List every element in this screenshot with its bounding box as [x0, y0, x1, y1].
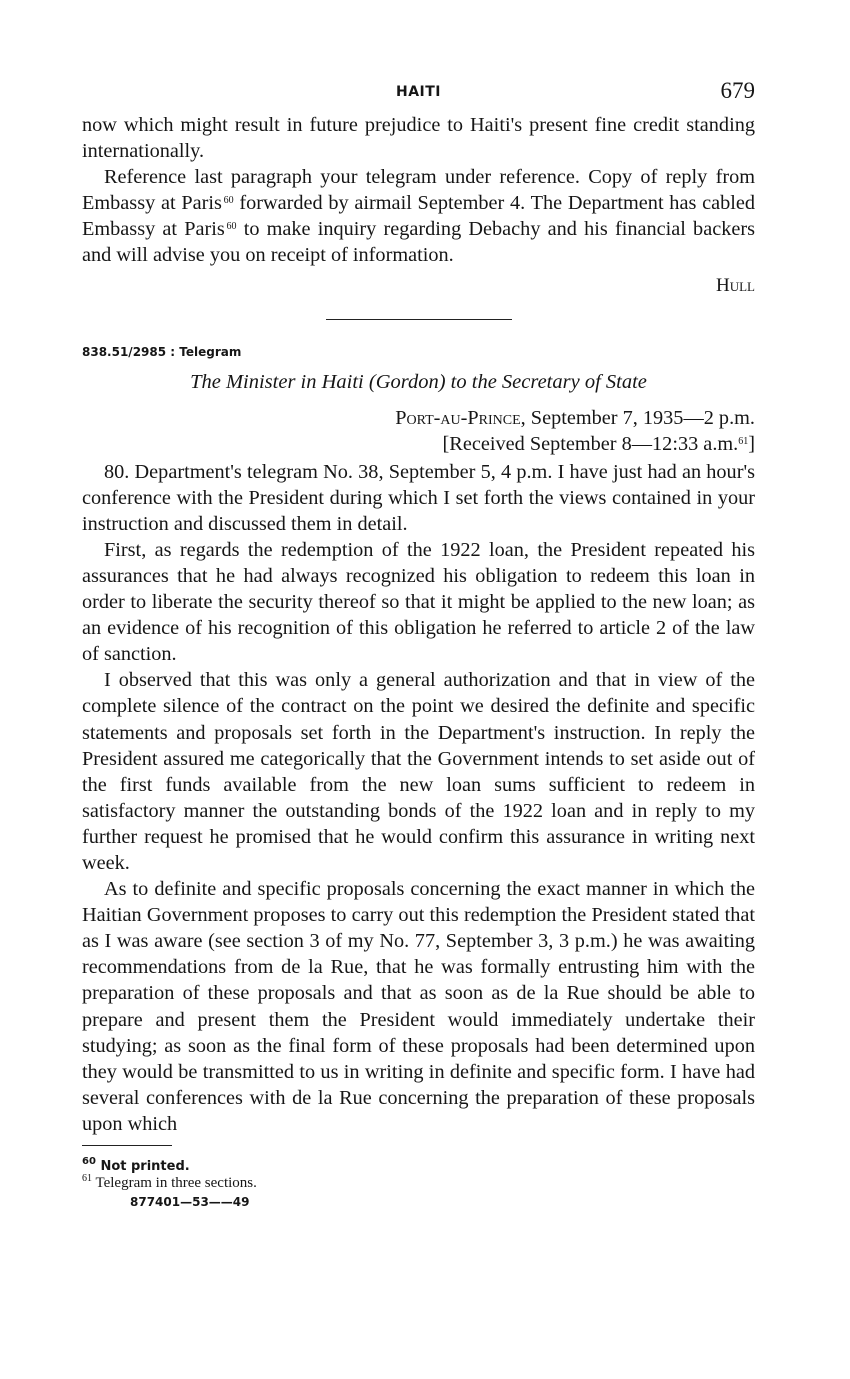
reference-text-a: Reference last paragraph your telegram under reference. Copy of reply from Embassy at Paris [82, 166, 755, 215]
signature: Hull [716, 274, 755, 296]
running-head [82, 78, 755, 112]
running-title: HAITI [395, 84, 442, 100]
print-code: 877401—53——49 [130, 1195, 250, 1209]
footnote-divider [82, 1145, 172, 1146]
document-heading: The Minister in Haiti (Gordon) to the Secretary of State [190, 370, 647, 393]
telegram-paragraph-3: I observed that this was only a general authorization and that in view of the complete silence of the contract on the point we desired the definite and specific statements and proposals set forth in the Department's instruction. In reply the President assured me categorically that the Government intends to set aside out of the first funds available from the new loan sums sufficient to redeem in satisfactory manner the outstanding bonds of the 1922 loan and in reply to my further request he promised that he would confirm this assurance in writing next week. [82, 669, 755, 874]
telegram-paragraph-2: First, as regards the redemption of the 1922 loan, the President repeated his assurances that he had always recognized his obligation to redeem this loan in order to liberate the security thereof so that it might be applied to the new loan; as an evidence of his recognition of this obligation he referred to article 2 of the law of sanction. [82, 538, 755, 666]
received-text: [Received September 8—12:33 a.m. [442, 432, 739, 455]
file-reference: 838.51/2985 : Telegram [82, 344, 242, 359]
footnote-ref-60: 60 [223, 195, 234, 207]
document-page [82, 78, 755, 1209]
continuation-paragraph: now which might result in future prejudice to Haiti's present fine credit standing internationally. [82, 114, 755, 163]
page-number: 679 [720, 78, 755, 103]
footnote-ref-61: 61 [738, 435, 749, 447]
received-line [82, 431, 755, 457]
reference-text-b: forwarded by airmail September 4. The Department has cabled Embassy at Paris [82, 192, 755, 241]
telegram-paragraph-4: As to definite and specific proposals concerning the exact manner in which the Haitian Government proposes to carry out this redemption the President stated that as I was aware (see section 3 of my No. 77, September 3, 3 p.m.) he was awaiting recommendations from de la Rue, that he was formally entrusting him with the preparation of these proposals and that as soon as de la Rue should be able to prepare and present them the President would immediately undertake their studying; as soon as the final form of these proposals had been determined upon they would be transmitted to us in writing in definite and specific form. I have had several conferences with de la Rue concerning the preparation of these proposals upon which [82, 878, 755, 1135]
telegram-paragraph-1: 80. Department's telegram No. 38, September 5, 4 p.m. I have just had an hour's conference with the President during which I set forth the views contained in your instruction and discussed them in detail. [82, 460, 755, 535]
dateline-date: September 7, 1935—2 p.m. [530, 406, 755, 429]
dateline [82, 405, 755, 431]
footnote-ref-60-second: 60 [226, 221, 237, 233]
footnote-marker: 60 [82, 1156, 96, 1167]
section-divider [326, 319, 512, 320]
footnote-60 [82, 1158, 755, 1175]
footnote-text: Not printed. [100, 1159, 190, 1174]
reference-text-c: to make inquiry regarding Debachy and his financial backers and will advise you on receipt of information. [82, 218, 755, 267]
dateline-place: Port-au-Prince, [395, 406, 526, 429]
footnote-text: Telegram in three sections. [95, 1175, 257, 1191]
reference-paragraph [82, 164, 755, 268]
footnote-marker: 61 [82, 1173, 92, 1184]
received-end: ] [748, 432, 755, 455]
footnote-61 [82, 1175, 755, 1192]
